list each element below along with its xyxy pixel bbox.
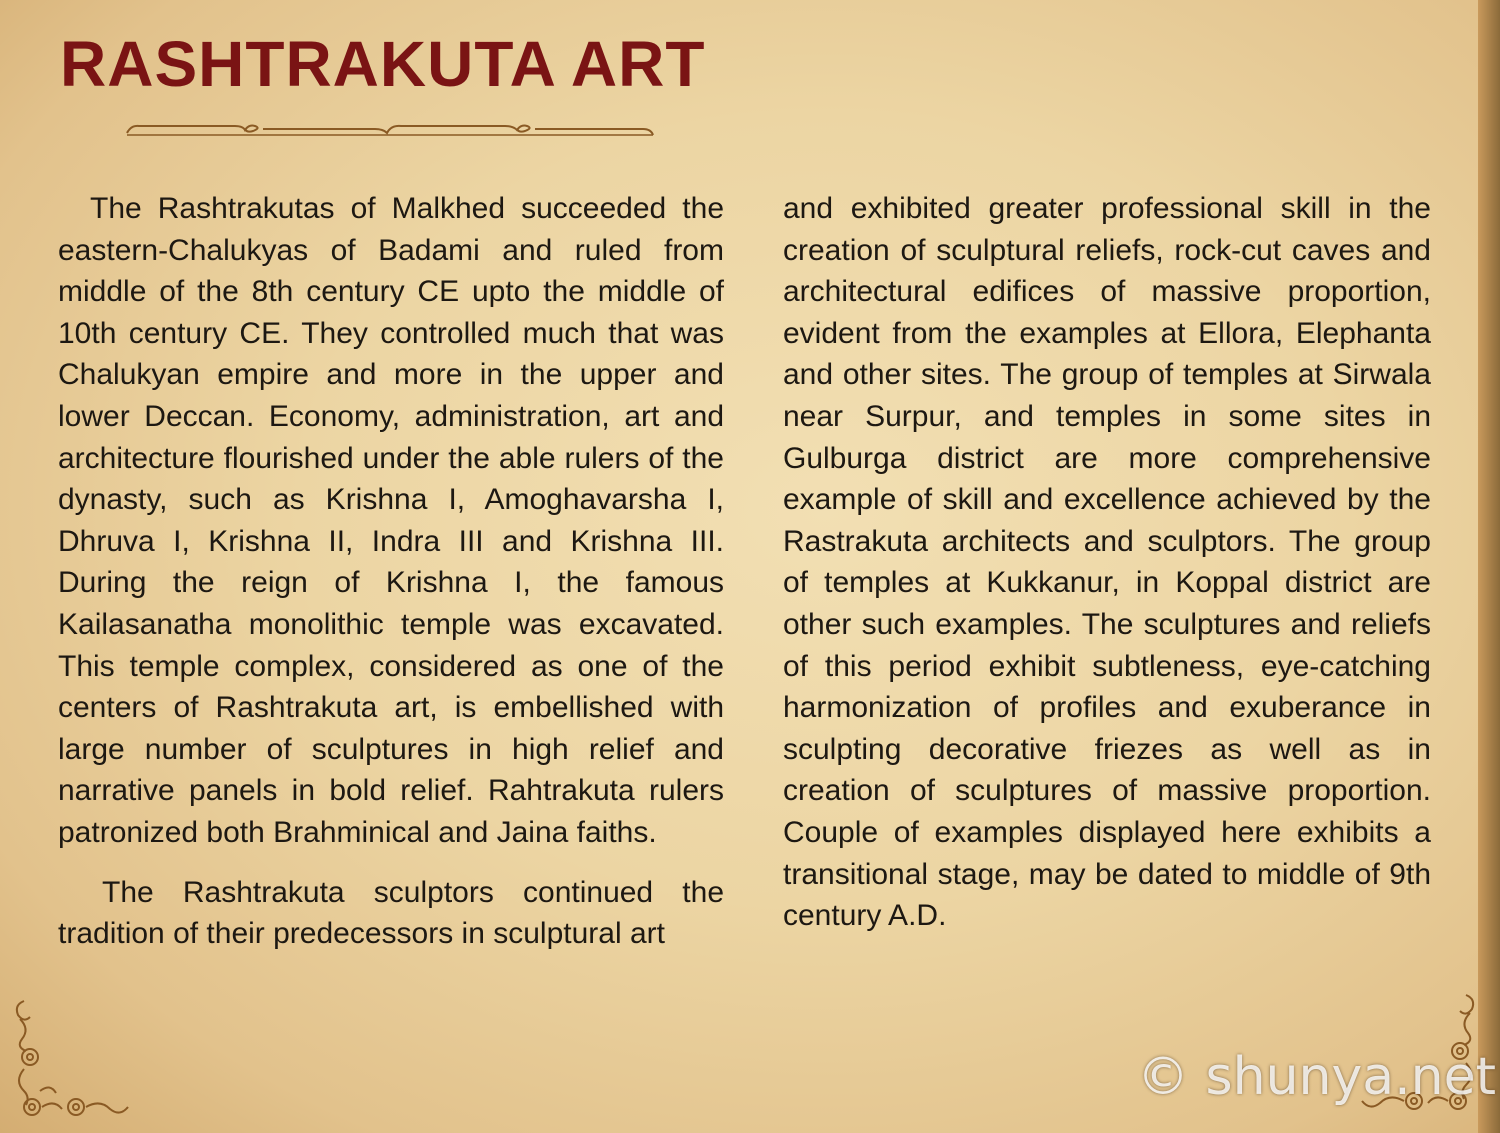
copyright-watermark: © shunya.net [1137, 1047, 1496, 1107]
corner-floral-ornament-bottom-left [10, 995, 140, 1125]
title-flourish-ornament [125, 117, 655, 139]
board-frame-edge [1478, 0, 1500, 1133]
paragraph-3: and exhibited greater professional skill in the creation of sculptural reliefs, rock-cut caves and architectural edifices of massive proportion, evident from the examples at Ellora, Elephanta and other sites. The group of temples at Sirwala near Surpur, and temples in some sites in Gulburga district are more comprehensive example of skill and excellence achieved by the Rastrakuta architects and sculptors. The group of temples at Kukkanur, in Koppal district are other such examples. The sculptures and reliefs of this period exhibit subtleness, eye-catching harmonization of profiles and exuberance in sculpting decorative friezes as well as in creation of sculptures of massive proportion. Couple of examples displayed here exhibits a transitional stage, may be dated to middle of 9th century A.D. [783, 192, 1431, 933]
paragraph-2: The Rashtrakuta sculptors continued the tradition of their predecessors in sculptural art [58, 875, 724, 951]
left-text-column [58, 188, 724, 955]
right-text-column [783, 188, 1431, 937]
paragraph-1: The Rashtrakutas of Malkhed succeeded the eastern-Chalukyas of Badami and ruled from middle of the 8th century CE upto the middle of 10th century CE. They controlled much that was Chalukyan empire and more in the upper and lower Deccan. Economy, administration, art and architecture flourished under the able rulers of the dynasty, such as Krishna I, Amoghavarsha I, Dhruva I, Krishna II, Indra III and Krishna III. During the reign of Krishna I, the famous Kailasanatha monolithic temple was excavated. This temple complex, considered as one of the centers of Rashtrakuta art, is embellished with large number of sculptures in high relief and narrative panels in bold relief. Rahtrakuta rulers patronized both Brahminical and Jaina faiths. [58, 192, 724, 849]
panel-title: RASHTRAKUTA ART [60, 28, 706, 100]
